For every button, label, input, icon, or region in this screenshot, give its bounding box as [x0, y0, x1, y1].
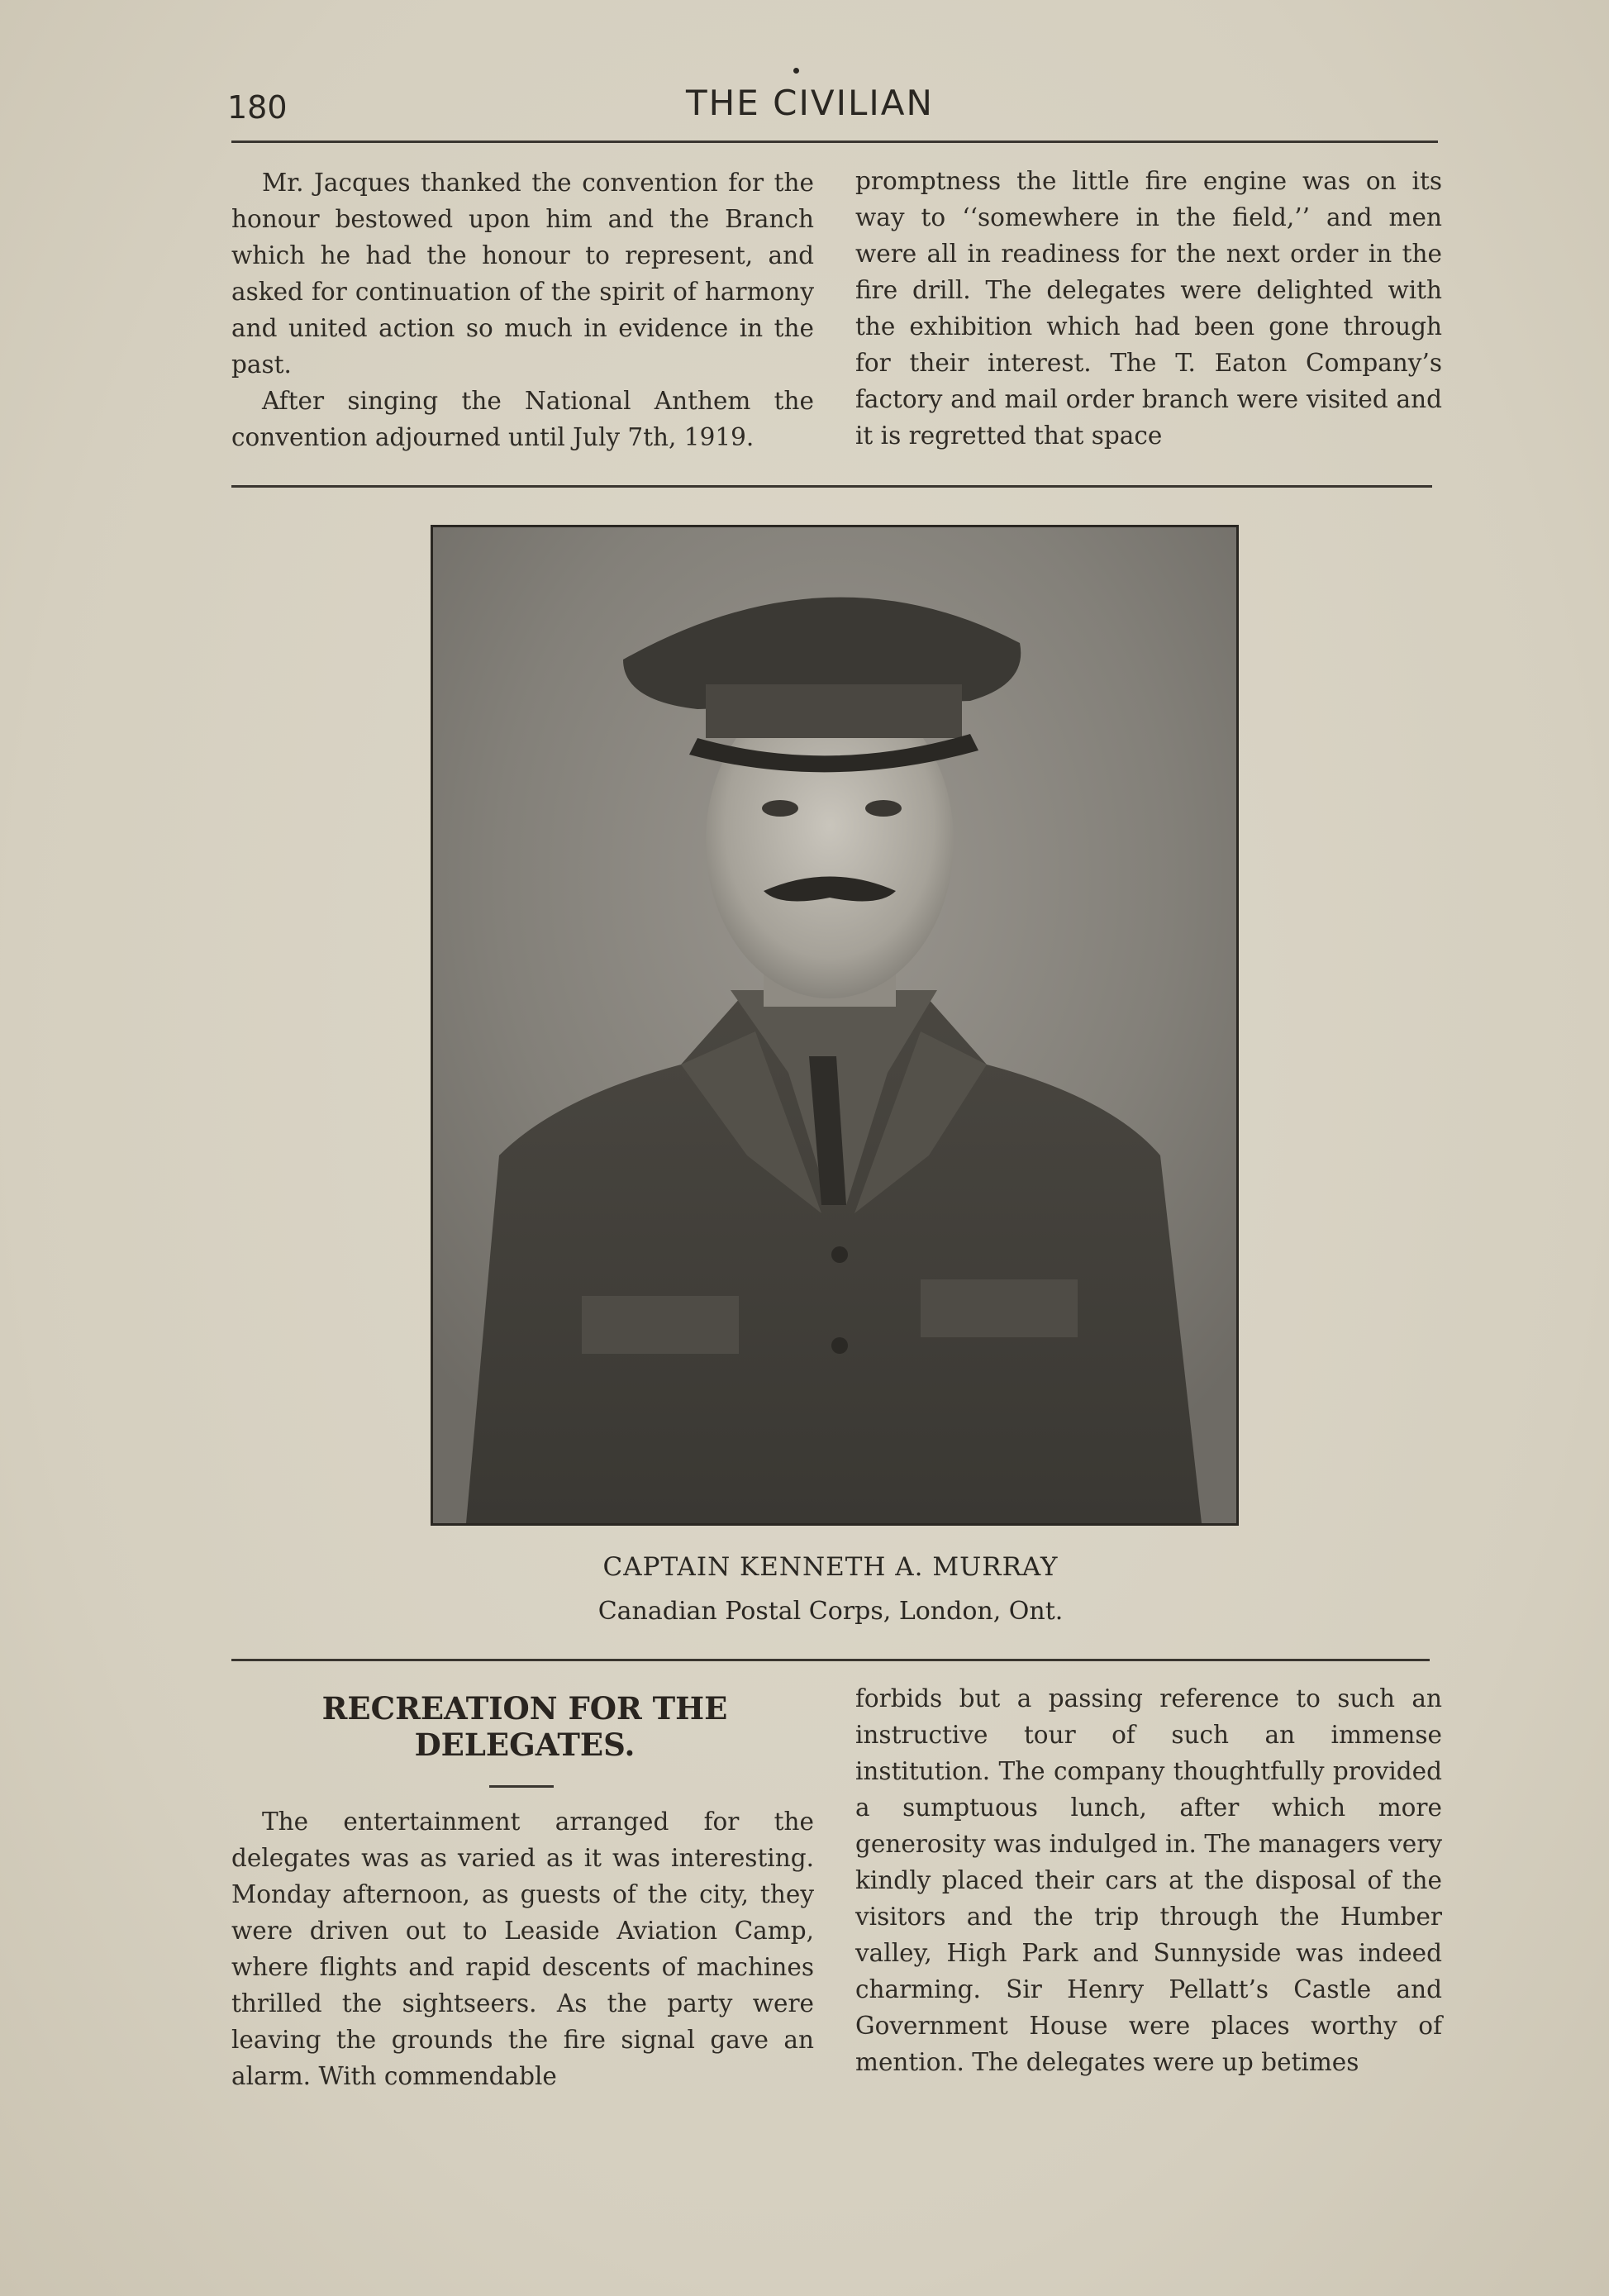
- bottom-left-column: [231, 1803, 814, 2094]
- portrait-photo: [431, 525, 1239, 1526]
- paragraph: The entertainment arranged for the delegates was as varied as it was interesting. Monday afternoon, as guests of the city, they were driven out to Leaside Aviation Camp, where flights and rapid descents of machines thrilled the sightseers. As the party were leaving the grounds the fire signal gave an alarm. With commendable: [231, 1808, 814, 2090]
- header-rule: [231, 141, 1438, 143]
- bottom-right-column: [855, 1680, 1442, 2080]
- paragraph: Mr. Jacques thanked the convention for the honour bestowed upon him and the Branch which he had the honour to represent, and asked for continuation of the spirit of harmony and united action so much in evidence in the past.: [231, 169, 814, 379]
- section-rule: [231, 1659, 1430, 1661]
- paragraph: promptness the little fire engine was on its way to ‘‘somewhere in the field,’’ and men were all in readiness for the next order in the fire drill. The delegates were delighted with the exhibition which had been gone through for their interest. The T. Eaton Company’s factory and mail order branch were visited and it is regretted that space: [855, 167, 1442, 450]
- section-heading: RECREATION FOR THE DELEGATES.: [321, 1690, 728, 1763]
- heading-rule: [489, 1785, 554, 1788]
- photo-caption-name: CAPTAIN KENNETH A. MURRAY: [602, 1552, 1059, 1582]
- photo-caption-detail: Canadian Postal Corps, London, Ont.: [597, 1597, 1064, 1626]
- paragraph: forbids but a passing reference to such an instructive tour of such an immense institution. The company thoughtfully provided a sumptuous lunch, after which more generosity was indulged in. The managers very kindly placed their cars at the disposal of the visitors and the trip through the Humber valley, High Park and Sunnyside was indeed charming. Sir Henry Pellatt’s Castle and Government House were places worthy of mention. The delegates were up betimes: [855, 1684, 1442, 2076]
- top-right-column: [855, 163, 1442, 454]
- top-left-column: [231, 164, 814, 455]
- ornament-dot: [793, 68, 799, 74]
- section-rule: [231, 485, 1432, 488]
- paragraph: After singing the National Anthem the convention adjourned until July 7th, 1919.: [231, 387, 814, 451]
- running-title: THE CIVILIAN: [686, 83, 934, 123]
- page-number: 180: [227, 89, 288, 126]
